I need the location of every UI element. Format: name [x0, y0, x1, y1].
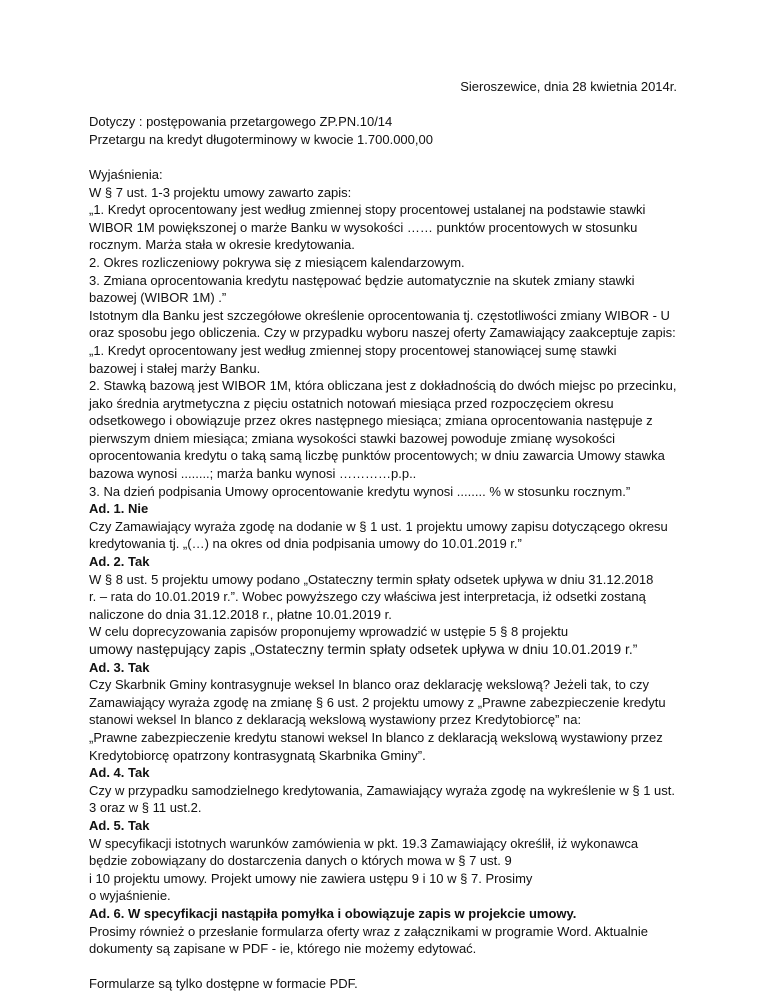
spacer: [89, 148, 689, 166]
section-heading: Wyjaśnienia:: [89, 166, 163, 182]
date-line: Sieroszewice, dnia 28 kwietnia 2014r.: [460, 79, 677, 94]
text-line: dokumenty są zapisane w PDF - ie, którego nie możemy edytować.: [89, 941, 477, 957]
text-line: 2. Okres rozliczeniowy pokrywa się z miesiącem kalendarzowym.: [89, 254, 465, 270]
text-line: W § 8 ust. 5 projektu umowy podano „Ostateczny termin spłaty odsetek upływa w dniu 31.12.2018: [89, 571, 654, 587]
text-line: oprocentowania kredytu o taką samą liczbę punktów procentowych; w dniu zawarcia Umowy stawka: [89, 448, 665, 464]
text-line: r. – rata do 10.01.2019 r.”. Wobec powyższego czy właściwa jest interpretacja, iż odsetki zostaną: [89, 589, 646, 605]
text-line: bazowej i stałej marży Banku.: [89, 360, 261, 376]
text-line: Kredytobiorcę opatrzony kontrasygnatą Skarbnika Gminy”.: [89, 747, 426, 763]
text-line: o wyjaśnienie.: [89, 888, 171, 904]
text-line: Istotnym dla Banku jest szczegółowe określenie oprocentowania tj. częstotliwości zmiany WIBOR - U: [89, 307, 670, 323]
text-line: Czy Skarbnik Gminy kontrasygnuje weksel In blanco oraz deklarację wekslową? Jeżeli tak, to czy: [89, 677, 649, 693]
text-line: i 10 projektu umowy. Projekt umowy nie zawiera ustępu 9 i 10 w § 7. Prosimy: [89, 870, 533, 886]
spacer: [89, 958, 689, 976]
text-line: W § 7 ust. 1-3 projektu umowy zawarto zapis:: [89, 184, 352, 200]
text-line: odsetkowego i obowiązuje przez okres następnego miesiąca; zmiana oprocentowania następuje z: [89, 413, 653, 429]
text-line: bazowej (WIBOR 1M) .”: [89, 290, 227, 306]
text-line: „Prawne zabezpieczenie kredytu stanowi weksel In blanco z deklaracją wekslową wystawiony przez: [89, 729, 663, 745]
answer-heading-1: Ad. 1. Nie: [89, 501, 149, 517]
answer-heading-6: Ad. 6. W specyfikacji nastąpiła pomyłka i obowiązuje zapis w projekcie umowy.: [89, 905, 577, 921]
text-line: jako średnia arytmetyczna z pięciu ostatnich notowań miesiąca przed rozpoczęciem okresu: [89, 395, 614, 411]
text-line: będzie zobowiązany do dostarczenia danych o których mowa w § 7 ust. 9: [89, 853, 512, 869]
answer-heading-5: Ad. 5. Tak: [89, 817, 150, 833]
text-line: kredytowania tj. „(…) na okres od dnia podpisania umowy do 10.01.2019 r.”: [89, 536, 522, 552]
text-line: naliczone do dnia 31.12.2018 r., płatne 10.01.2019 r.: [89, 606, 392, 622]
text-line: 3. Zmiana oprocentowania kredytu następować będzie automatycznie na skutek zmiany stawki: [89, 272, 635, 288]
text-line: 2. Stawką bazową jest WIBOR 1M, która obliczana jest z dokładnością do dwóch miejsc po przecinku,: [89, 378, 677, 394]
text-line: Czy Zamawiający wyraża zgodę na dodanie w § 1 ust. 1 projektu umowy zapisu dotyczącego okresu: [89, 518, 668, 534]
text-line: W celu doprecyzowania zapisów proponujemy wprowadzić w ustępie 5 § 8 projektu: [89, 624, 569, 640]
answer-heading-4: Ad. 4. Tak: [89, 765, 150, 781]
subject-line: Przetargu na kredyt długoterminowy w kwocie 1.700.000,00: [89, 131, 433, 147]
document-page: [89, 78, 689, 993]
answer-heading-3: Ad. 3. Tak: [89, 659, 150, 675]
text-line: „1. Kredyt oprocentowany jest według zmiennej stopy procentowej ustalanej na podstawie stawki: [89, 202, 646, 218]
text-line: Prosimy również o przesłanie formularza oferty wraz z załącznikami w programie Word. Aktualnie: [89, 923, 648, 939]
subject-line: Dotyczy : postępowania przetargowego ZP.PN.10/14: [89, 114, 393, 130]
text-line: 3 oraz w § 11 ust.2.: [89, 800, 202, 816]
answer-heading-2: Ad. 2. Tak: [89, 554, 150, 570]
text-line: 3. Na dzień podpisania Umowy oprocentowanie kredytu wynosi ........ % w stosunku rocznym.”: [89, 483, 631, 499]
text-line: Czy w przypadku samodzielnego kredytowania, Zamawiający wyraża zgodę na wykreślenie w § 1 ust.: [89, 782, 675, 798]
spacer: [89, 96, 689, 114]
text-line: stanowi weksel In blanco z deklaracją wekslową wystawiony przez Kredytobiorcę” na:: [89, 712, 582, 728]
text-line: pierwszym dniem miesiąca; zmiana wysokości stawki bazowej powoduje zmianę wysokości: [89, 430, 615, 446]
text-line: WIBOR 1M powiększonej o marże Banku w wysokości …… punktów procentowych w stosunku: [89, 219, 638, 235]
text-line: rocznym. Marża stała w okresie kredytowania.: [89, 237, 355, 253]
text-line: umowy następujący zapis „Ostateczny termin spłaty odsetek upływa w dniu 10.01.2019 r.”: [89, 642, 638, 657]
text-line: W specyfikacji istotnych warunków zamówienia w pkt. 19.3 Zamawiający określił, iż wykonawca: [89, 835, 639, 851]
text-line: „1. Kredyt oprocentowany jest według zmiennej stopy procentowej stanowiącej sumę stawki: [89, 342, 617, 358]
text-line: Zamawiający wyraża zgodę na zmianę § 6 ust. 2 projektu umowy z „Prawne zabezpieczenie kredytu: [89, 694, 666, 710]
text-line: Formularze są tylko dostępne w formacie PDF.: [89, 976, 358, 992]
text-line: oraz sposobu jego obliczenia. Czy w przypadku wyboru naszej oferty Zamawiający zaakceptuje zapis:: [89, 325, 676, 341]
text-line: bazowa wynosi ........; marża banku wynosi …………p.p..: [89, 466, 417, 482]
